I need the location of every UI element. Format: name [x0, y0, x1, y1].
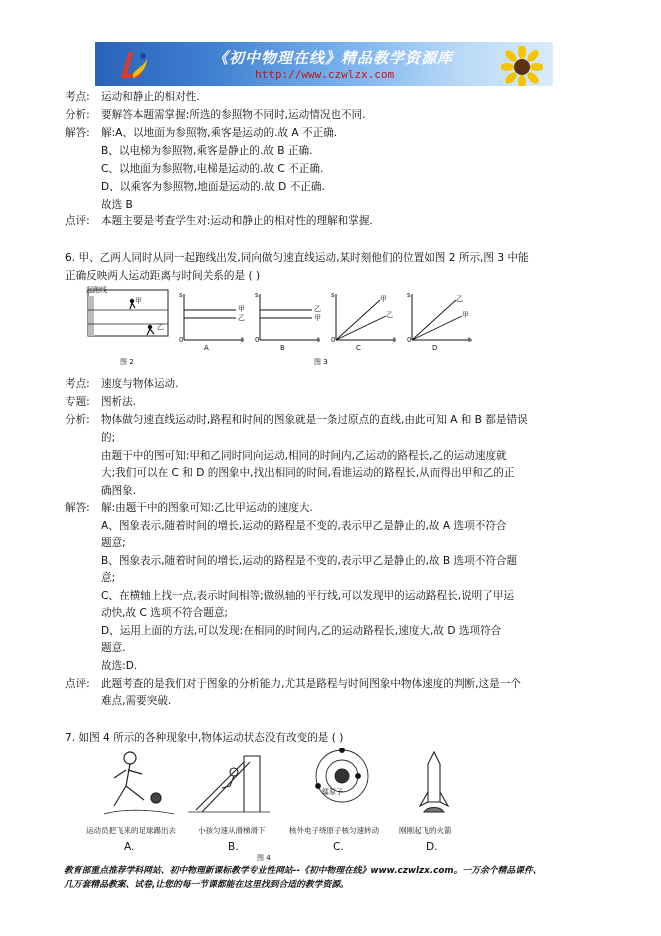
jieda-line: 故选 B	[101, 199, 133, 211]
line-yi-label: 乙	[314, 305, 321, 313]
axis-t-label: t	[241, 336, 244, 344]
axis-s-label: s	[255, 291, 259, 299]
fenxi-line: 由题干中的图可知:甲和乙同时同向运动,相同的时间内,乙运动的路程长,乙的运动速度就	[101, 450, 507, 462]
figure-3-caption: 图 3	[314, 358, 328, 366]
caption-d: 刚刚起飞的火箭	[399, 826, 452, 835]
jieda-label: 解答:	[65, 127, 90, 139]
kaodian-text: 运动和静止的相对性.	[101, 91, 200, 103]
kaodian-label: 考点:	[65, 378, 90, 390]
footer-line: 教育部重点推荐学科网站、初中物理新课标教学专业性网站--《初中物理在线》www.czwlzx.com。一万余个精品课件、	[64, 866, 542, 876]
jieda-line: 解:A、以地面为参照物,乘客是运动的.故 A 不正确.	[101, 127, 338, 139]
runner-yi-label: 乙	[157, 323, 164, 331]
caption-c: 核外电子绕原子核匀速转动	[289, 826, 379, 835]
jieda-line: B、以电梯为参照物,乘客是静止的.故 B 正确.	[101, 145, 313, 157]
axis-t-label: t	[468, 336, 471, 344]
nucleus-label: 镭原子	[322, 788, 343, 796]
caption-a: 运动员把飞来的足球踢出去	[86, 826, 176, 835]
figure-4-caption: 图 4	[257, 854, 271, 862]
fenxi-label: 分析:	[65, 414, 90, 426]
header-banner	[95, 42, 553, 86]
dianping-line: 此题考查的是我们对于图象的分析能力,尤其是路程与时间图象中物体速度的判断,这是一个	[101, 678, 521, 690]
origin-label: 0	[179, 336, 184, 344]
fenxi-label: 分析:	[65, 109, 90, 121]
line-yi-label: 乙	[386, 311, 393, 319]
banner-title: 《初中物理在线》精品教学资源库	[213, 49, 454, 67]
jieda-line: A、图象表示,随着时间的增长,运动的路程是不变的,表示甲乙是静止的,故 A 选项不符合	[101, 520, 507, 532]
line-jia-label: 甲	[380, 295, 387, 303]
jieda-line: 解:由题干中的图象可知:乙比甲运动的速度大.	[101, 502, 313, 514]
fenxi-line: 物体做匀速直线运动时,路程和时间的图象就是一条过原点的直线,由此可知 A 和 B 都是错误	[101, 414, 528, 426]
line-jia-label: 甲	[462, 311, 469, 319]
axis-s-label: s	[331, 291, 335, 299]
figure-2-3	[84, 286, 474, 366]
fenxi-line: 确图象.	[101, 485, 137, 497]
zhuanti-label: 专题:	[65, 396, 90, 408]
fenxi-text: 要解答本题需掌握:所选的参照物不同时,运动情况也不同.	[101, 109, 366, 121]
rocket-illustration	[420, 752, 448, 812]
origin-label: 0	[407, 336, 412, 344]
dianping-text: 本题主要是考查学生对:运动和静止的相对性的理解和掌握.	[101, 215, 373, 227]
fenxi-line: 的;	[101, 432, 116, 444]
line-yi-label: 乙	[238, 314, 245, 322]
jieda-line: 动快,故 C 选项不符合题意;	[101, 607, 229, 619]
slide-illustration	[188, 756, 270, 812]
jieda-line: D、以乘客为参照物,地面是运动的.故 D 不正确.	[101, 181, 325, 193]
start-line-label: 起跑线	[86, 286, 107, 294]
question-stem: 6. 甲、乙两人同时从同一起跑线出发,同向做匀速直线运动,某时刻他们的位置如图 2 所示,图 3 中能	[65, 252, 529, 264]
option-b: B.	[228, 841, 239, 853]
jieda-line: 意;	[101, 572, 116, 584]
line-jia-label: 甲	[314, 314, 321, 322]
graph-b	[260, 294, 320, 340]
option-c: C	[356, 344, 361, 352]
jieda-line: 题意;	[101, 537, 126, 549]
jieda-line: 故选:D.	[101, 660, 138, 672]
option-d: D	[432, 344, 438, 352]
option-c: C.	[333, 841, 344, 853]
option-d: D.	[426, 841, 438, 853]
jieda-line: C、以地面为参照物,电梯是运动的.故 C 不正确.	[101, 163, 324, 175]
runner-jia-label: 甲	[135, 297, 142, 305]
option-a: A	[204, 344, 209, 352]
origin-label: 0	[331, 336, 336, 344]
option-a: A.	[124, 841, 135, 853]
jieda-line: C、在横轴上找一点,表示时间相等;做纵轴的平行线,可以发现甲的运动路程长,说明了甲运	[101, 590, 515, 602]
axis-t-label: t	[317, 336, 320, 344]
dianping-line: 难点,需要突破.	[101, 695, 172, 707]
dianping-label: 点评:	[65, 678, 90, 690]
axis-t-label: t	[393, 336, 396, 344]
football-player-illustration	[104, 752, 174, 814]
figure-2-caption: 图 2	[120, 358, 134, 366]
footer-line: 几万套精品教案、试卷,让您的每一节课都能在这里找到合适的教学资源。	[64, 880, 349, 890]
origin-label: 0	[255, 336, 260, 344]
jieda-label: 解答:	[65, 502, 90, 514]
dianping-label: 点评:	[65, 215, 90, 227]
axis-s-label: s	[407, 291, 411, 299]
fenxi-line: 大;我们可以在 C 和 D 的图象中,找出相同的时间,看谁运动的路程长,从而得出甲和乙的正	[101, 467, 515, 479]
graph-a	[184, 294, 244, 340]
figure-4	[84, 748, 484, 824]
option-b: B	[280, 344, 285, 352]
jieda-line: D、运用上面的方法,可以发现:在相同的时间内,乙的运动路程长,速度大,故 D 选项符合	[101, 625, 502, 637]
figure-2-runway	[88, 290, 168, 336]
line-yi-label: 乙	[456, 295, 463, 303]
site-logo-icon	[117, 48, 151, 82]
kaodian-text: 速度与物体运动.	[101, 378, 179, 390]
question-stem: 正确反映两人运动距离与时间关系的是 ( )	[65, 270, 261, 282]
jieda-line: 题意.	[101, 642, 126, 654]
kaodian-label: 考点:	[65, 91, 90, 103]
sunflower-icon	[501, 46, 543, 86]
axis-s-label: s	[179, 291, 183, 299]
banner-url[interactable]: http://www.czwlzx.com	[255, 68, 395, 81]
zhuanti-text: 图析法.	[101, 396, 137, 408]
jieda-line: B、图象表示,随着时间的增长,运动的路程是不变的,表示甲乙是静止的,故 B 选项不符合题	[101, 555, 518, 567]
caption-b: 小孩匀速从滑梯滑下	[198, 826, 266, 835]
line-jia-label: 甲	[238, 305, 245, 313]
question-stem: 7. 如图 4 所示的各种现象中,物体运动状态没有改变的是 ( )	[65, 732, 344, 744]
